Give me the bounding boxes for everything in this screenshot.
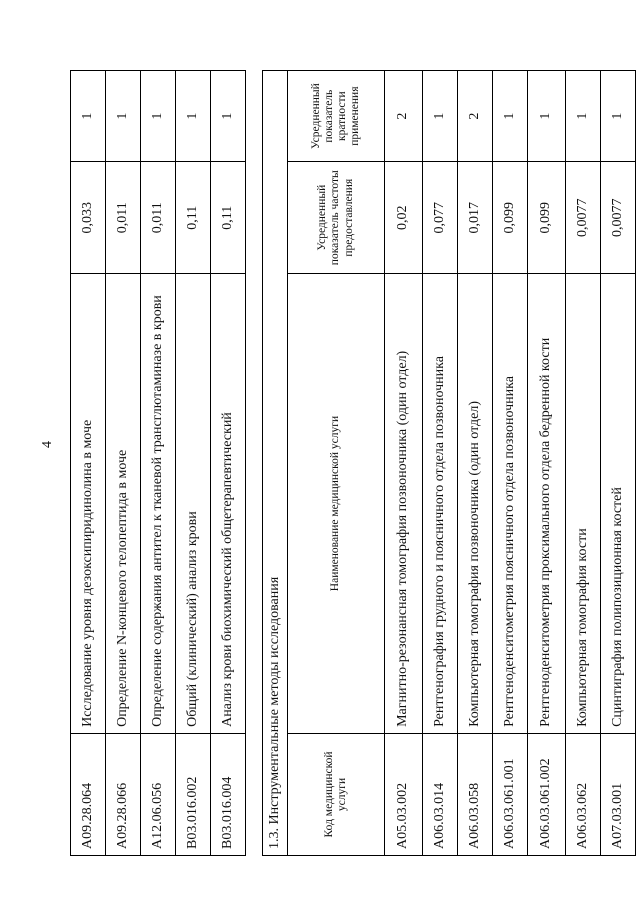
service-name: Общий (клинический) анализ крови [176,274,211,734]
multiplicity-value: 1 [423,71,458,162]
table-row [106,71,141,856]
multiplicity-value: 1 [141,71,176,162]
multiplicity-value: 1 [106,71,141,162]
table-row [493,71,528,856]
service-code: A06.03.058 [458,733,493,855]
service-name: Исследование уровня дезоксипиридинолина в моче [71,274,106,734]
service-name: Магнитно-резонансная томография позвоночника (один отдел) [385,274,423,734]
rotated-content [70,70,625,856]
frequency-value: 0,011 [106,162,141,274]
header-multiplicity: Усредненный показатель кратности применения [288,71,385,162]
multiplicity-value: 2 [385,71,423,162]
frequency-value: 0,017 [458,162,493,274]
table-row [211,71,246,856]
section-title: 1.3. Инструментальные методы исследования [262,70,287,856]
multiplicity-value: 2 [458,71,493,162]
frequency-value: 0,11 [176,162,211,274]
table-row [423,71,458,856]
frequency-value: 0,02 [385,162,423,274]
multiplicity-value: 1 [566,71,601,162]
service-name: Рентгеноденситометрия поясничного отдела позвоночника [493,274,528,734]
service-name: Определение содержания антител к тканевой трансглютаминазе в крови [141,274,176,734]
instrumental-methods-table [287,70,636,856]
service-name: Рентгеноденситометрия проксимального отдела бедренной кости [528,274,566,734]
frequency-value: 0,077 [423,162,458,274]
multiplicity-value: 1 [211,71,246,162]
table-row [458,71,493,856]
table-row [385,71,423,856]
frequency-value: 0,0077 [601,162,636,274]
frequency-value: 0,099 [493,162,528,274]
service-code: A06.03.061.002 [528,733,566,855]
service-code: A06.03.061.001 [493,733,528,855]
table-row [176,71,211,856]
service-name: Анализ крови биохимический общетерапевтический [211,274,246,734]
multiplicity-value: 1 [71,71,106,162]
service-code: A06.03.014 [423,733,458,855]
service-code: A06.03.062 [566,733,601,855]
table-row [601,71,636,856]
header-code: Код медицинской услуги [288,733,385,855]
multiplicity-value: 1 [601,71,636,162]
service-name: Компьютерная томография кости [566,274,601,734]
multiplicity-value: 1 [176,71,211,162]
frequency-value: 0,099 [528,162,566,274]
service-name: Определение N-концевого телопептида в моче [106,274,141,734]
service-name: Рентгенография грудного и поясничного отдела позвоночника [423,274,458,734]
frequency-value: 0,011 [141,162,176,274]
service-code: A07.03.001 [601,733,636,855]
service-code: A09.28.064 [71,733,106,855]
header-name: Наименование медицинской услуги [288,274,385,734]
multiplicity-value: 1 [528,71,566,162]
service-name: Сцинтиграфия полипозиционная костей [601,274,636,734]
header-frequency: Усредненный показатель частоты предоставления [288,162,385,274]
service-code: A09.28.066 [106,733,141,855]
service-code: A05.03.002 [385,733,423,855]
table-row [141,71,176,856]
frequency-value: 0,033 [71,162,106,274]
service-code: B03.016.004 [211,733,246,855]
table-row [71,71,106,856]
frequency-value: 0,0077 [566,162,601,274]
service-code: A12.06.056 [141,733,176,855]
table-row [566,71,601,856]
multiplicity-value: 1 [493,71,528,162]
service-code: B03.016.002 [176,733,211,855]
table-row [528,71,566,856]
page-number: 4 [40,441,55,448]
service-name: Компьютерная томография позвоночника (один отдел) [458,274,493,734]
lab-tests-table [70,70,246,856]
frequency-value: 0,11 [211,162,246,274]
table-header-row [288,71,385,856]
